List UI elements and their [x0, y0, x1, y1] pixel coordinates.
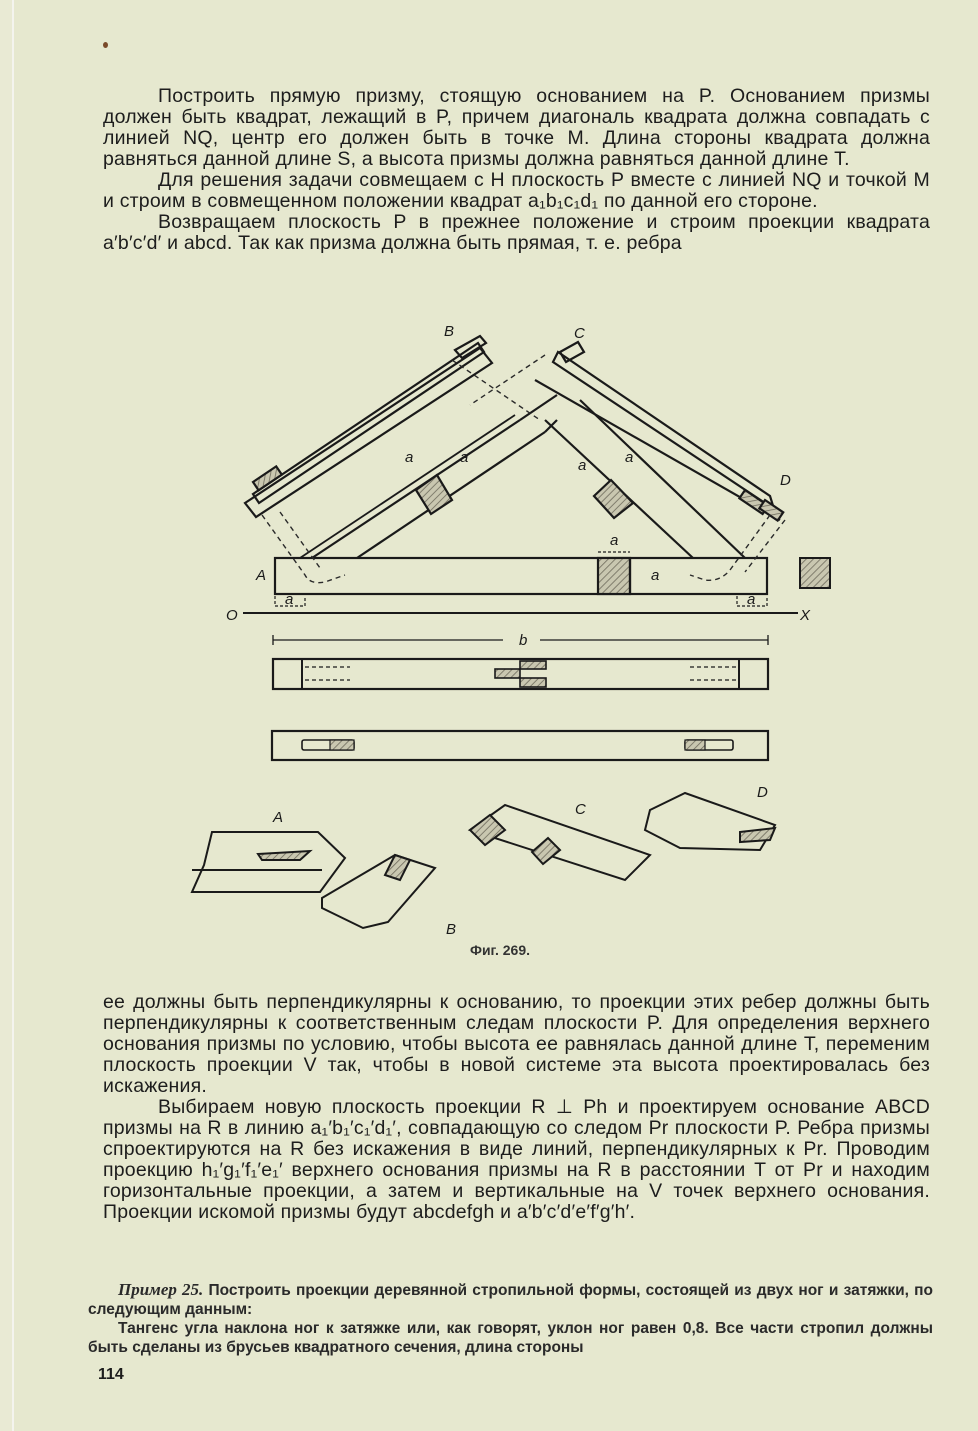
label-dim-a: a	[460, 449, 469, 466]
label-o: O	[226, 607, 238, 624]
paragraph-1: Построить прямую призму, стоящую основанием на P. Основанием призмы должен быть квадрат, лежащий в P, причем диагональ квадрата должна совпадать с линией NQ, центр его должен быть в точке M. Длина стороны квадрата должна равняться данной длине S, а высота призмы должна равняться данной длине T.	[103, 85, 930, 170]
label-dim-a: a	[405, 449, 414, 466]
paragraph-2: Для решения задачи совмещаем с H плоскость P вместе с линией NQ и точкой M и строим в совмещенном положении квадрат a₁b₁c₁d₁ по данной его стороне.	[103, 169, 930, 212]
label-dim-a: a	[285, 591, 294, 608]
hidden-lines	[262, 355, 785, 583]
front-view-drawing	[245, 336, 783, 594]
label-b: B	[444, 323, 455, 340]
figure-caption: Фиг. 269.	[470, 942, 531, 958]
paragraph-3: Возвращаем плоскость P в прежнее положение и строим проекции квадрата a′b′c′d′ и abcd. Так как призма должна быть прямая, т. е. ребра	[103, 211, 930, 254]
paragraph-5: Выбираем новую плоскость проекции R ⊥ Ph и проектируем основание ABCD призмы на R в линию a₁′b₁′c₁′d₁′, совпадающую со следом Pr плоскости P. Ребра призмы спроектируются на R без искажения в виде линий, перпендикулярных к Pr. Проводим проекцию h₁′g₁′f₁′e₁′ верхнего основания призмы на R в расстоянии T от Pr и находим горизонтальные проекции, а затем и вертикальные на V точек верхнего основания. Проекции искомой призмы будут abcdefgh и a′b′c′d′e′f′g′h′.	[103, 1096, 930, 1223]
label-dim-a: a	[578, 457, 587, 474]
detail-a	[192, 832, 345, 892]
example-intro	[88, 1280, 933, 1319]
iso-label-c: C	[575, 801, 586, 818]
example-intro-text: Построить проекции деревянной стропильной формы, состоящей из двух ног и затяжки, по следующим данным:	[88, 1282, 933, 1318]
example-title: Пример 25.	[118, 1280, 204, 1299]
cross-section-square	[800, 558, 830, 588]
label-x: X	[800, 607, 811, 624]
label-a-point: A	[256, 567, 267, 584]
label-dim-a: a	[651, 567, 660, 584]
plan-view-bottom	[272, 731, 768, 760]
paragraph-4: ее должны быть перпендикулярны к основанию, то проекции этих ребер должны быть перпендикулярны к соответственным следам плоскости P. Для определения верхнего основания призмы по условию, чтобы высота ее равнялась данной длине T, переменим плоскость проекции V так, чтобы в новой системе эта высота проектировалась без искажения.	[103, 991, 930, 1097]
iso-label-b: B	[446, 921, 457, 938]
label-dim-b: b	[519, 632, 528, 649]
iso-label-d: D	[757, 784, 768, 801]
label-dim-a: a	[610, 532, 619, 549]
text-bottom	[103, 992, 930, 1223]
label-dim-a: a	[625, 449, 634, 466]
page-number: 114	[98, 1366, 124, 1383]
example-continuation: Тангенс угла наклона ног к затяжке или, как говорят, уклон ног равен 0,8. Все части стропил должны быть сделаны из брусьев квадратного сечения, длина стороны	[88, 1320, 933, 1356]
label-dim-a: a	[747, 591, 756, 608]
example-block	[88, 1280, 933, 1357]
label-c: C	[574, 325, 585, 342]
iso-label-a: A	[273, 809, 284, 826]
detail-c	[470, 805, 650, 880]
label-d: D	[780, 472, 791, 489]
